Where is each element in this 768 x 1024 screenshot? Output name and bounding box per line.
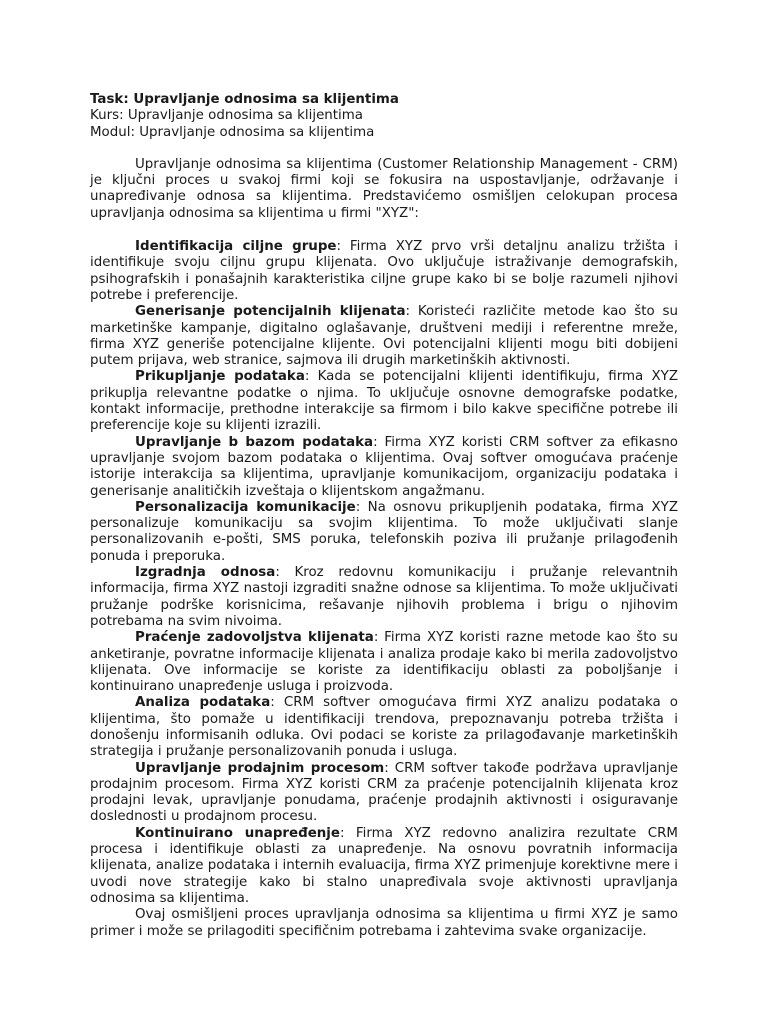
step-term: Analiza podataka bbox=[135, 695, 271, 711]
step-text: : Firma XYZ koristi CRM softver za efikasno upravljanje svojom bazom podataka o klijentima. Ovaj softver omogućava praćenje istorije interakcija sa klijentima, upravljanje komunikacijom, organizaciju podataka i generisanje analitičkih izveštaja o klijentskom angažmanu. bbox=[90, 434, 679, 499]
process-step-identification bbox=[90, 239, 678, 304]
process-steps-list bbox=[90, 239, 678, 940]
step-term: Personalizacija komunikacije bbox=[135, 499, 356, 515]
course-line: Kurs: Upravljanje odnosima sa klijentima bbox=[90, 108, 364, 124]
closing-paragraph: Ovaj osmišljeni proces upravljanja odnosima sa klijentima u firmi XYZ je samo primer i može se prilagoditi specifičnim potrebama i zahtevima svake organizacije. bbox=[90, 907, 678, 939]
step-term: Upravljanje prodajnim procesom bbox=[135, 760, 385, 776]
process-step-continuous-improvement bbox=[90, 826, 678, 907]
step-term: Izgradnja odnosa bbox=[135, 565, 276, 581]
step-text: : CRM softver omogućava firmi XYZ analizu podataka o klijentima, što pomaže u identifikaciji trendova, prepoznavanju potreba tržišta i donošenju informisanih odluka. Ovi podaci se koriste za prilagođavanje marketinških strategija i pružanje personalizovanih ponuda i usluga. bbox=[90, 695, 679, 760]
process-step-data-collection bbox=[90, 369, 678, 434]
step-term: Prikupljanje podataka bbox=[135, 369, 305, 385]
step-term: Kontinuirano unapređenje bbox=[135, 825, 340, 841]
step-text: : Kroz redovnu komunikaciju i pružanje relevantnih informacija, firma XYZ nastoji izgraditi snažne odnose sa klijentima. To može uključivati pružanje podrške korisnicima, rešavanje njihovih problema i brigu o njihovim potrebama na svim nivoima. bbox=[90, 565, 679, 629]
process-step-sales-management bbox=[90, 761, 678, 826]
process-step-data-analysis bbox=[90, 695, 678, 760]
step-text: : CRM softver takođe podržava upravljanje prodajnim procesom. Firma XYZ koristi CRM za praćenje potencijalnih klijenata kroz prodajni levak, upravljanje ponudama, praćenje prodajnih aktivnosti i osiguravanje doslednosti u prodajnom procesu. bbox=[90, 760, 678, 825]
module-line: Modul: Upravljanje odnosima sa klijentima bbox=[90, 124, 375, 140]
process-step-lead-generation bbox=[90, 304, 678, 369]
step-text: : Firma XYZ prvo vrši detaljnu analizu tržišta i identifikuje svoju ciljnu grupu klijenata. Ovo uključuje istraživanje demografskih, psihografskih i ponašajnih karakteristika ciljne grupe kako bi se bolje razumeli njihovi potrebe i preferencije. bbox=[90, 239, 678, 303]
intro-paragraph: Upravljanje odnosima sa klijentima (Customer Relationship Management - CRM) je ključni proces u svakoj firmi koji se fokusira na uspostavljanje, održavanje i unapređivanje odnosa sa klijentima. Predstavićemo osmišljen celokupan procesa upravljanja odnosima sa klijentima u firmi "XYZ": bbox=[90, 156, 678, 221]
process-step-satisfaction-tracking bbox=[90, 630, 678, 695]
process-step-relationship-building bbox=[90, 565, 678, 630]
step-term: Identifikacija ciljne grupe bbox=[135, 239, 337, 255]
step-term: Praćenje zadovoljstva klijenata bbox=[135, 630, 374, 646]
step-text: : Na osnovu prikupljenih podataka, firma XYZ personalizuje komunikaciju sa svojim klijentima. To može uključivati slanje personalizovanih e-pošti, SMS poruka, telefonskih poziva ili pružanje prilagođenih ponuda i preporuka. bbox=[90, 499, 679, 564]
task-title: Task: Upravljanje odnosima sa klijentima bbox=[90, 92, 399, 107]
document-page bbox=[90, 92, 678, 940]
step-text: : Kada se potencijalni klijenti identifikuju, firma XYZ prikuplja relevantne podatke o njima. To uključuje osnovne demografske podatke, kontakt informacije, prethodne interakcije sa firmom i bilo kakve specifične potrebe ili preferencije koje su klijenti izrazili. bbox=[90, 369, 678, 434]
process-step-database-management bbox=[90, 435, 678, 500]
step-text: : Firma XYZ koristi razne metode kao što su anketiranje, povratne informacije klijenata i analiza prodaje kako bi merila zadovoljstvo klijenata. Ove informacije se koriste za identifikaciju oblasti za poboljšanje i kontinuirano unapređenje usluga i proizvoda. bbox=[90, 630, 678, 695]
step-term: Upravljanje b bazom podataka bbox=[135, 434, 374, 450]
step-text: : Koristeći različite metode kao što su marketinške kampanje, digitalno oglašavanje, društveni mediji i referentne mreže, firma XYZ generiše potencijalne klijente. Ovi potencijalni klijenti mogu biti dobijeni putem prijava, web stranice, sajmova ili drugih marketinških aktivnosti. bbox=[90, 304, 678, 369]
process-step-personalization bbox=[90, 500, 678, 565]
step-term: Generisanje potencijalnih klijenata bbox=[135, 304, 406, 320]
step-text: : Firma XYZ redovno analizira rezultate CRM procesa i identifikuje oblasti za unapređenje. Na osnovu povratnih informacija klijenata, analize podataka i internih evaluacija, firma XYZ primenjuje korektivne mere i uvodi nove strategije kako bi stalno unapređivala svoje aktivnosti upravljanja odnosima sa klijentima. bbox=[90, 825, 678, 906]
